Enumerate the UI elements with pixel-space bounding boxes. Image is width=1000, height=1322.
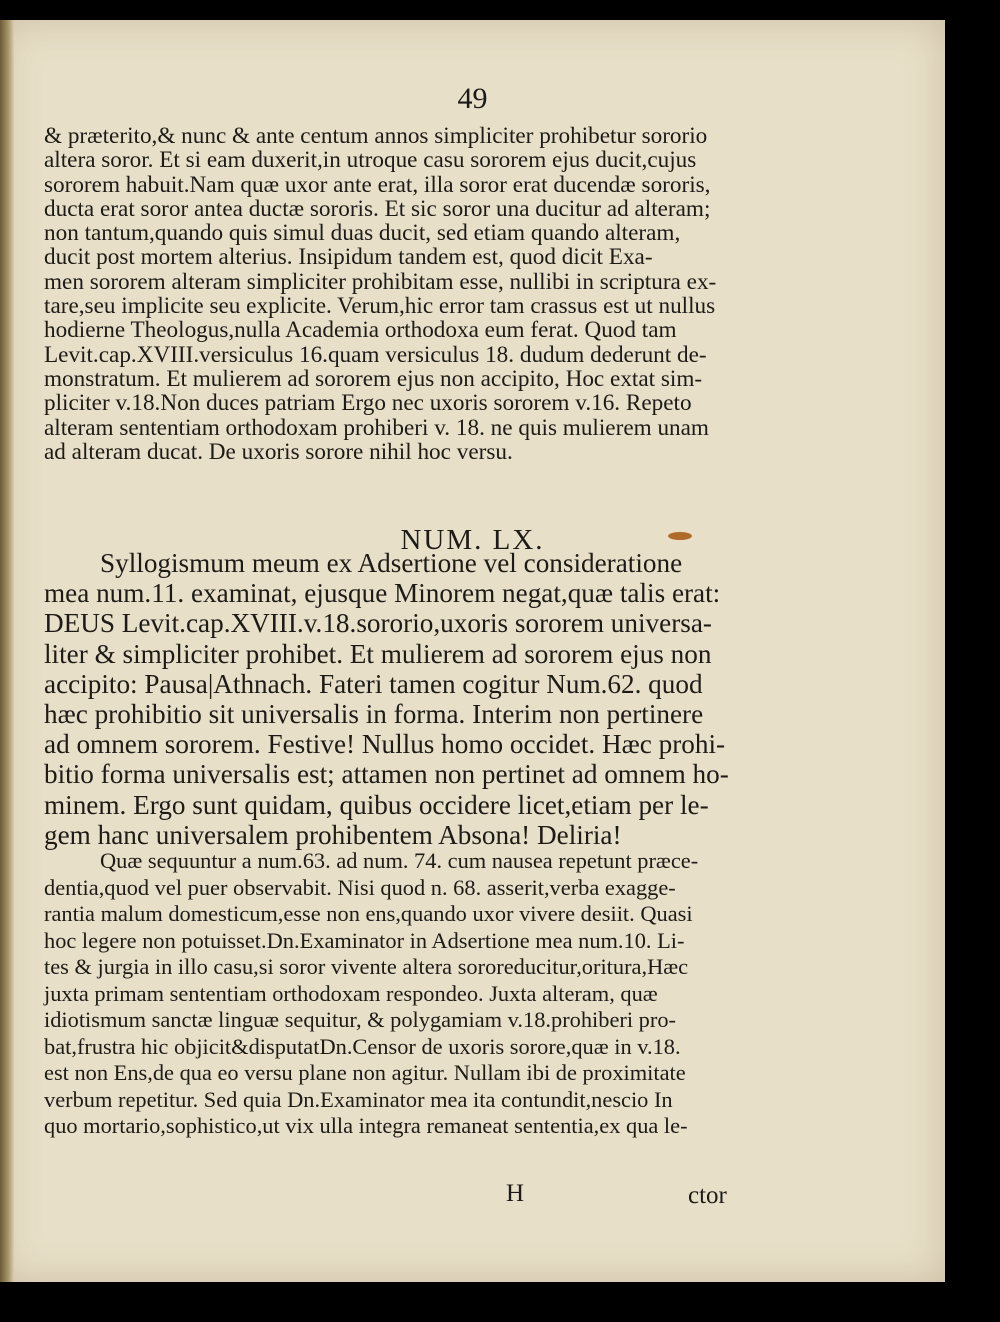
text-line: verbum repetitur. Sed quia Dn.Examinator mea ita contundit,nescio In <box>44 1086 673 1112</box>
book-page <box>0 20 945 1282</box>
section-heading: NUM. LX. <box>400 524 545 556</box>
text-line: tes & jurgia in illo casu,si soror vivente altera sororeducitur,oritura,Hæc <box>44 954 689 979</box>
text-line: dentia,quod vel puer observabit. Nisi quod n. 68. asserit,verba exagge- <box>44 874 676 900</box>
text-line: idiotismum sanctæ linguæ sequitur, & polygamiam v.18.prohiberi pro- <box>44 1007 676 1032</box>
text-line: liter & simpliciter prohibet. Et mulierem ad sororem ejus non <box>44 638 712 669</box>
ink-stain <box>668 532 692 540</box>
text-line: juxta primam sententiam orthodoxam respondeo. Juxta alteram, quæ <box>44 980 658 1006</box>
signature-mark: H <box>506 1180 525 1207</box>
text-line: hodierne Theologus,nulla Academia orthodoxa eum ferat. Quod tam <box>44 317 677 344</box>
book-spine-edge <box>0 20 14 1282</box>
text-line: est non Ens,de qua eo versu plane non agitur. Nullam ibi de proximitate <box>44 1060 686 1085</box>
text-line: ad omnem sororem. Festive! Nullus homo occidet. Hæc prohi- <box>44 729 726 760</box>
text-line: alteram sententiam orthodoxam prohiberi v. 18. ne quis mulierem unam <box>44 414 709 441</box>
page-footer <box>0 1180 945 1210</box>
text-line: altera soror. Et si eam duxerit,in utroque casu sororem ejus ducit,cujus <box>44 147 697 174</box>
text-line: sororem habuit.Nam quæ uxor ante erat, illa soror erat ducendæ sororis, <box>44 171 711 198</box>
text-line: pliciter v.18.Non duces patriam Ergo nec uxoris sororem v.16. Repeto <box>44 390 692 417</box>
text-line: Quæ sequuntur a num.63. ad num. 74. cum nausea repetunt præce- <box>100 848 699 873</box>
text-line: non tantum,quando quis simul duas ducit, sed etiam quando alteram, <box>44 220 681 247</box>
text-line: tare,seu implicite seu explicite. Verum,hic error tam crassus est ut nullus <box>44 293 716 320</box>
text-line: bitio forma universalis est; attamen non pertinet ad omnem ho- <box>44 759 729 790</box>
text-line: & præterito,& nunc & ante centum annos simpliciter prohibetur sororio <box>44 123 708 149</box>
text-line: ad alteram ducat. De uxoris sorore nihil hoc versu. <box>44 438 513 465</box>
text-line: gem hanc universalem prohibentem Absona! Deliria! <box>44 819 622 850</box>
text-line: quo mortario,sophistico,ut vix ulla integra remaneat sententia,ex qua le- <box>44 1113 688 1138</box>
text-line: monstratum. Et mulierem ad sororem ejus non accipito, Hoc extat sim- <box>44 365 703 392</box>
text-line: hoc legere non potuisset.Dn.Examinator in Adsertione mea num.10. Li- <box>44 927 685 953</box>
paragraph-2 <box>44 548 804 850</box>
text-line: ducit post mortem alterius. Insipidum tandem est, quod dicit Exa- <box>44 244 653 271</box>
paragraph-3 <box>44 848 804 1140</box>
text-line: bat,frustra hic objicit&disputatDn.Censor de uxoris sorore,quæ in v.18. <box>44 1033 681 1059</box>
text-line: DEUS Levit.cap.XVIII.v.18.sororio,uxoris sororem universa- <box>44 608 712 639</box>
text-line: accipito: Pausa|Athnach. Fateri tamen cogitur Num.62. quod <box>44 668 703 699</box>
text-line: rantia malum domesticum,esse non ens,quando uxor vivere desiit. Quasi <box>44 901 693 926</box>
page-number: 49 <box>457 82 488 115</box>
text-line: minem. Ergo sunt quidam, quibus occidere licet,etiam per le- <box>44 789 709 820</box>
text-line: mea num.11. examinat, ejusque Minorem negat,quæ talis erat: <box>44 578 721 609</box>
text-line: Levit.cap.XVIII.versiculus 16.quam versiculus 18. dudum dederunt de- <box>44 341 707 368</box>
text-line: Syllogismum meum ex Adsertione vel consideratione <box>100 548 683 578</box>
text-line: men sororem alteram simpliciter prohibitam esse, nullibi in scriptura ex- <box>44 268 717 295</box>
text-line: hæc prohibitio sit universalis in forma. Interim non pertinere <box>44 699 704 730</box>
text-line: ducta erat soror antea ductæ sororis. Et sic soror una ducitur ad alteram; <box>44 195 711 222</box>
paragraph-1 <box>44 124 774 464</box>
catchword: ctor <box>688 1182 727 1209</box>
